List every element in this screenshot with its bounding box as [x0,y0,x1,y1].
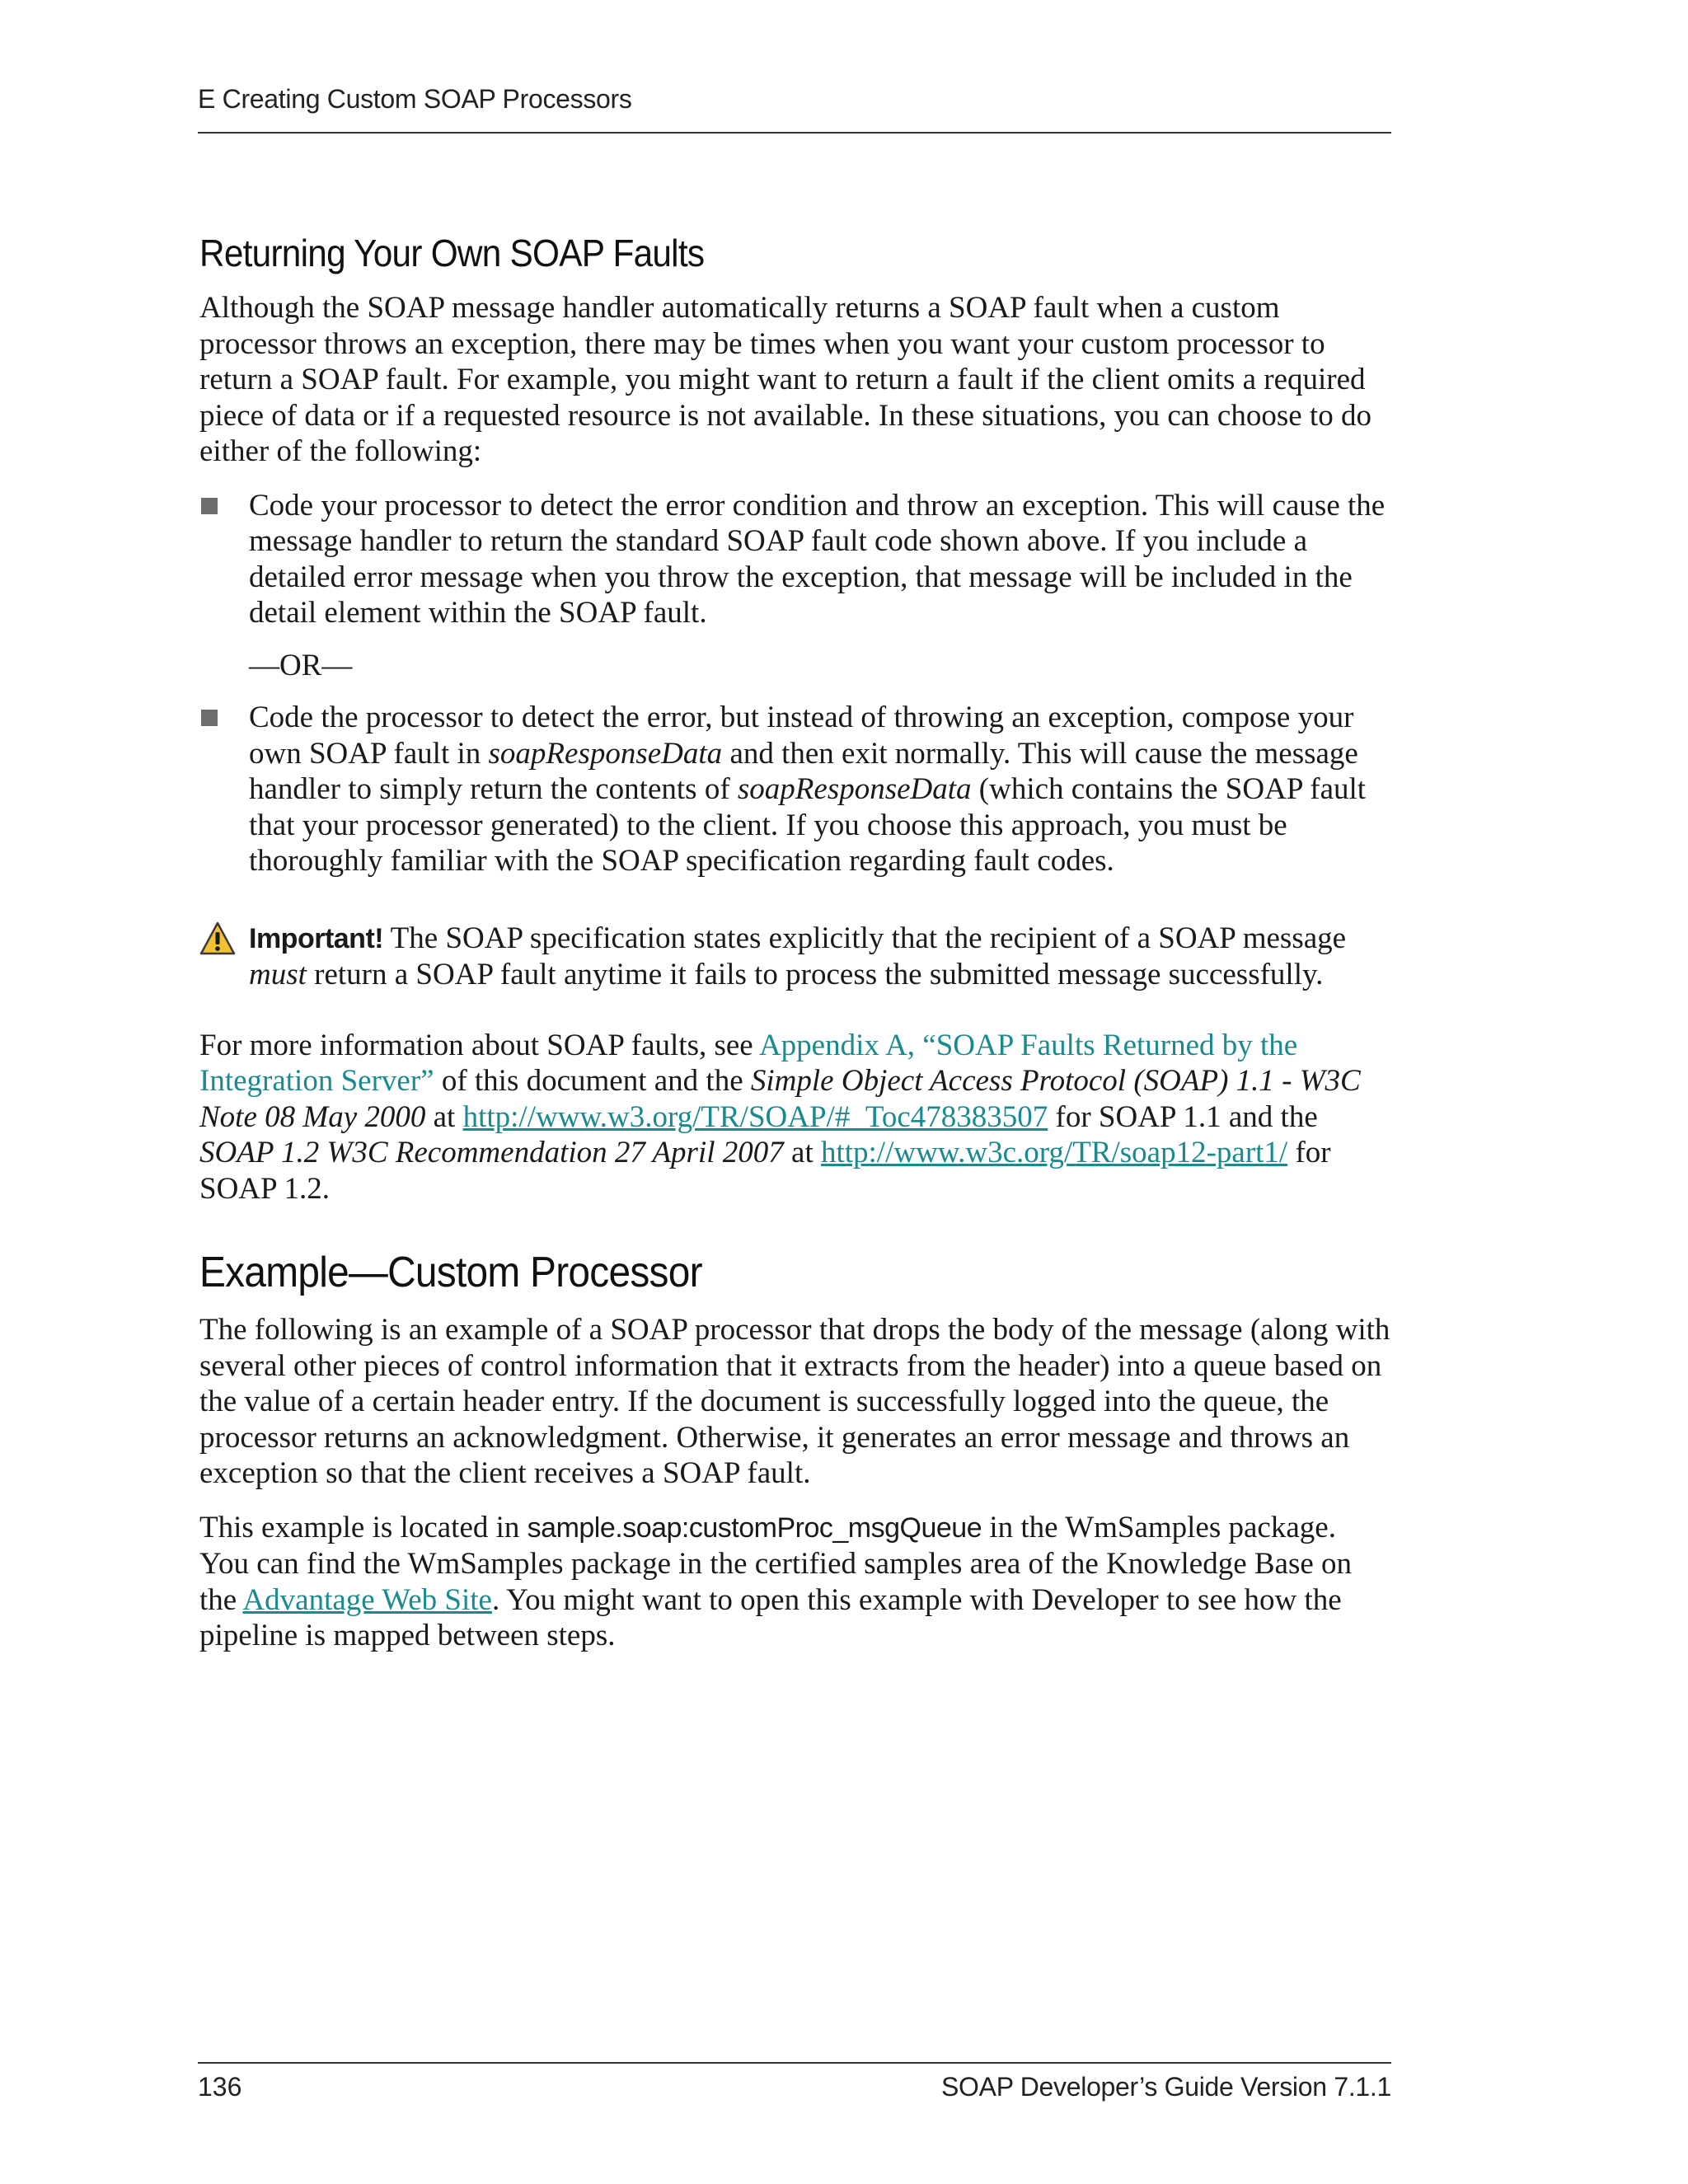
appendix-a-link[interactable]: Appendix A, “SOAP Faults Returned by the Integration Server” [199,1028,1298,1098]
page-content [199,231,1391,1672]
list-item [199,488,1391,631]
page-number: 136 [198,2072,242,2102]
bullet-text-part: (which contains the SOAP fault that your processor generated) to the client. If you choose this approach, you must be thoroughly familiar with the SOAP specification regarding fault codes. [249,772,1367,878]
running-header: E Creating Custom SOAP Processors [198,84,632,114]
important-text-part: The SOAP specification states explicitly that the recipient of a SOAP message [383,921,1347,955]
header-rule [198,132,1391,134]
section-heading-returning-faults: Returning Your Own SOAP Faults [199,232,705,274]
spec-title: SOAP 1.2 W3C Recommendation 27 April 2007 [199,1136,784,1169]
variable-name: soapResponseData [488,736,723,771]
footer-rule [198,2062,1391,2064]
bullet-text: Code your processor to detect the error condition and throw an exception. This will cause the message handler to return the standard SOAP fault code shown above. If you include a detailed error message when you throw the exception, that message will be included in the detail element within the SOAP fault. [249,488,1386,630]
text-part: of this document and the [434,1064,751,1098]
emphasis-text: must [249,958,307,991]
warning-triangle-icon [199,921,236,957]
text-part: for SOAP 1.2. [199,1136,1331,1206]
or-separator: —OR— [249,648,353,682]
advantage-web-site-link[interactable]: Advantage Web Site [242,1582,492,1617]
important-label: Important! [249,922,384,954]
service-name: sample.soap:customProc_msgQueue [527,1511,982,1544]
spec-title: Simple Object Access Protocol (SOAP) 1.1 - W3C Note 08 May 2000 [199,1064,1361,1134]
intro-paragraph: Although the SOAP message handler automatically returns a SOAP fault when a custom processor throws an exception, there may be times when you want your custom processor to return a SOAP fault. For example, you might want to return a fault if the client omits a required piece of data or if a requested resource is not available. In these situations, you can choose to do either of the following: [199,291,1372,468]
text-part: For more information about SOAP faults, see [199,1028,759,1062]
text-part: at [425,1099,463,1134]
variable-name: soapResponseData [737,772,972,806]
bullet-text-part: Code the processor to detect the error, but instead of throwing an exception, compose your own SOAP fault in [249,701,1354,771]
location-paragraph [199,1510,1391,1654]
text-part: in the WmSamples package. You can find the WmSamples package in the certified samples area of the Knowledge Base on the [199,1510,1353,1617]
square-bullet-icon [201,710,218,726]
bullet-text-part: and then exit normally. This will cause the message handler to simply return the contents of [249,736,1358,806]
important-text-part: return a SOAP fault anytime it fails to process the submitted message successfully. [306,958,1324,991]
text-part: . You might want to open this example with Developer to see how the pipeline is mapped between steps. [199,1582,1342,1652]
document-title: SOAP Developer’s Guide Version 7.1.1 [941,2072,1391,2102]
more-info-paragraph [199,1028,1391,1207]
soap12-spec-link[interactable]: http://www.w3c.org/TR/soap12-part1/ [820,1136,1288,1169]
text-part: for SOAP 1.1 and the [1048,1099,1318,1134]
list-item [199,700,1391,879]
section-heading-example: Example—Custom Processor [199,1249,702,1296]
example-paragraph: The following is an example of a SOAP processor that drops the body of the message (along with several other pieces of control information that it extracts from the header) into a queue based on the value of a certain header entry. If the document is successfully logged into the queue, the processor returns an acknowledgment. Otherwise, it generates an error message and throws an exception so that the client receives a SOAP fault. [199,1313,1390,1490]
text-part: This example is located in [199,1510,528,1544]
square-bullet-icon [201,498,218,514]
text-part: at [783,1136,821,1169]
important-note [199,921,1391,993]
soap11-spec-link[interactable]: http://www.w3.org/TR/SOAP/#_Toc478383507 [462,1099,1048,1134]
